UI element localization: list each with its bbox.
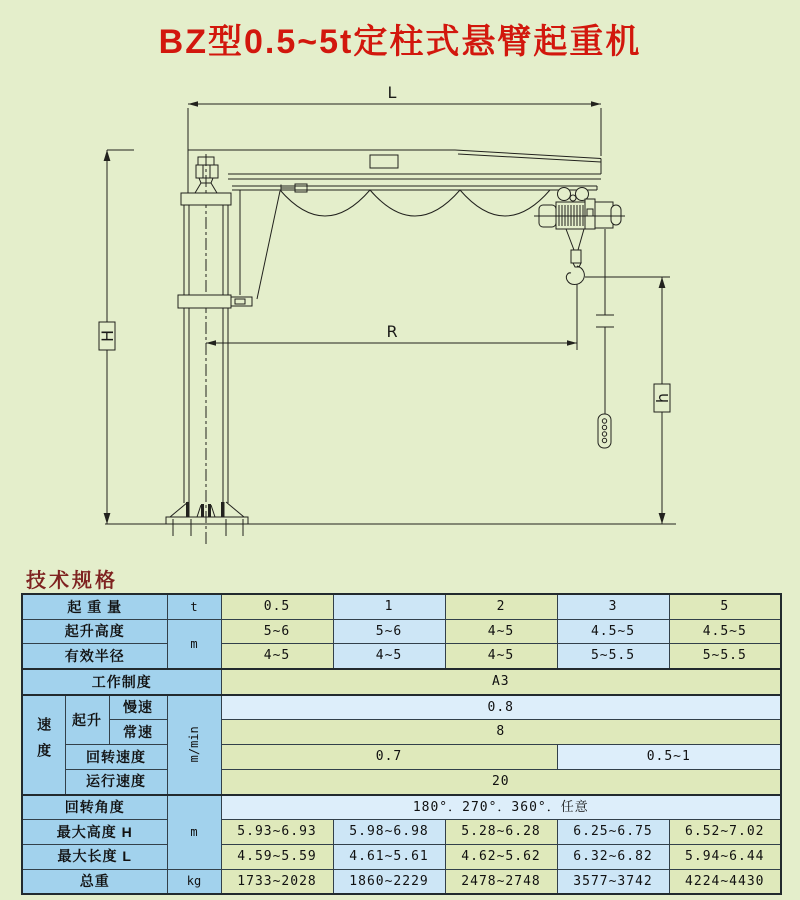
page-title: BZ型0.5~5t定柱式悬臂起重机 bbox=[158, 23, 642, 61]
work-duty-value: A3 bbox=[221, 669, 781, 695]
max-length-value: 4.62~5.62 bbox=[445, 844, 557, 869]
speed-unit bbox=[167, 695, 221, 795]
normal-label: 常速 bbox=[109, 720, 167, 745]
lifting-height-value: 5~6 bbox=[333, 619, 445, 644]
max-height-value: 5.93~6.93 bbox=[221, 820, 333, 845]
jib-beam bbox=[188, 150, 601, 193]
capacity-value: 2 bbox=[445, 594, 557, 619]
total-weight-value: 3577~3742 bbox=[557, 869, 669, 894]
travel-speed-value: 20 bbox=[221, 769, 781, 794]
effective-radius-label: 有效半径 bbox=[22, 644, 167, 669]
max-height-value: 5.98~6.98 bbox=[333, 820, 445, 845]
dimension-h bbox=[585, 277, 672, 524]
max-height-label: 最大高度 H bbox=[22, 820, 167, 845]
lifting-height-value: 4~5 bbox=[445, 619, 557, 644]
max-height-value: 6.52~7.02 bbox=[669, 820, 781, 845]
speed-group-text: 速度 bbox=[36, 717, 53, 770]
effective-radius-value: 5~5.5 bbox=[557, 644, 669, 669]
row-max-height bbox=[22, 820, 781, 845]
slewing-speed-label: 回转速度 bbox=[65, 745, 167, 770]
max-length-value: 4.59~5.59 bbox=[221, 844, 333, 869]
slow-label: 慢速 bbox=[109, 695, 167, 720]
hook-assembly bbox=[566, 229, 584, 285]
dim-label-h: h bbox=[653, 392, 672, 404]
capacity-value: 5 bbox=[669, 594, 781, 619]
hoist-label: 起升 bbox=[65, 695, 109, 745]
dims-unit: m bbox=[167, 795, 221, 870]
lifting-height-value: 5~6 bbox=[221, 619, 333, 644]
upper-flange bbox=[181, 193, 231, 205]
effective-radius-value: 4~5 bbox=[221, 644, 333, 669]
total-weight-value: 1733~2028 bbox=[221, 869, 333, 894]
normal-value: 8 bbox=[221, 720, 781, 745]
lifting-height-label: 起升高度 bbox=[22, 619, 167, 644]
total-weight-unit: kg bbox=[167, 869, 221, 894]
row-speed-normal bbox=[22, 720, 781, 745]
max-height-value: 6.25~6.75 bbox=[557, 820, 669, 845]
dim-label-L: L bbox=[387, 83, 397, 102]
effective-radius-value: 4~5 bbox=[333, 644, 445, 669]
beam-plate bbox=[370, 155, 398, 168]
electric-hoist bbox=[534, 199, 625, 229]
capacity-unit: t bbox=[167, 594, 221, 619]
lifting-height-unit: m bbox=[167, 619, 221, 669]
row-lifting-height bbox=[22, 619, 781, 644]
row-total-weight bbox=[22, 869, 781, 894]
slewing-angle-label: 回转角度 bbox=[22, 795, 167, 820]
travel-speed-label: 运行速度 bbox=[65, 769, 167, 794]
capacity-value: 0.5 bbox=[221, 594, 333, 619]
max-length-value: 6.32~6.82 bbox=[557, 844, 669, 869]
capacity-label: 起 重 量 bbox=[22, 594, 167, 619]
capacity-value: 3 bbox=[557, 594, 669, 619]
dimension-H bbox=[98, 150, 134, 524]
total-weight-value: 4224~4430 bbox=[669, 869, 781, 894]
capacity-value: 1 bbox=[333, 594, 445, 619]
speed-group-label bbox=[22, 695, 65, 795]
dimension-R bbox=[206, 284, 577, 350]
speed-unit-text: m/min bbox=[186, 726, 201, 763]
dim-label-R: R bbox=[386, 322, 398, 341]
max-length-label: 最大长度 L bbox=[22, 844, 167, 869]
section-heading: 技术规格 bbox=[26, 570, 118, 592]
limit-switch bbox=[281, 184, 307, 192]
max-length-value: 5.94~6.44 bbox=[669, 844, 781, 869]
work-duty-label: 工作制度 bbox=[22, 669, 221, 695]
hoist-motor bbox=[595, 202, 613, 228]
total-weight-label: 总重 bbox=[22, 869, 167, 894]
lower-collar bbox=[178, 295, 231, 308]
hook bbox=[566, 266, 584, 285]
dim-label-H: H bbox=[98, 329, 117, 343]
max-length-value: 4.61~5.61 bbox=[333, 844, 445, 869]
support-bracket bbox=[240, 190, 280, 299]
row-effective-radius bbox=[22, 644, 781, 669]
collar-latch bbox=[231, 297, 252, 306]
dimension-L bbox=[188, 83, 601, 156]
row-slewing-angle bbox=[22, 795, 781, 820]
pendant-control bbox=[596, 229, 614, 448]
max-height-value: 5.28~6.28 bbox=[445, 820, 557, 845]
row-work-duty bbox=[22, 669, 781, 695]
lifting-height-value: 4.5~5 bbox=[557, 619, 669, 644]
row-capacity bbox=[22, 594, 781, 619]
total-weight-value: 1860~2229 bbox=[333, 869, 445, 894]
base-plate bbox=[166, 502, 248, 536]
slewing-speed-value-2: 0.5~1 bbox=[557, 745, 781, 770]
slow-value: 0.8 bbox=[221, 695, 781, 720]
effective-radius-value: 5~5.5 bbox=[669, 644, 781, 669]
column bbox=[178, 154, 252, 545]
row-speed-slewing bbox=[22, 745, 781, 770]
slewing-speed-value-1: 0.7 bbox=[221, 745, 557, 770]
effective-radius-value: 4~5 bbox=[445, 644, 557, 669]
row-speed-travel bbox=[22, 769, 781, 794]
row-speed-slow bbox=[22, 695, 781, 720]
lifting-height-value: 4.5~5 bbox=[669, 619, 781, 644]
spec-table bbox=[21, 593, 782, 895]
slewing-angle-value: 180°．270°．360°．任意 bbox=[221, 795, 781, 820]
row-max-length bbox=[22, 844, 781, 869]
total-weight-value: 2478~2748 bbox=[445, 869, 557, 894]
festoon-cable bbox=[280, 190, 550, 216]
